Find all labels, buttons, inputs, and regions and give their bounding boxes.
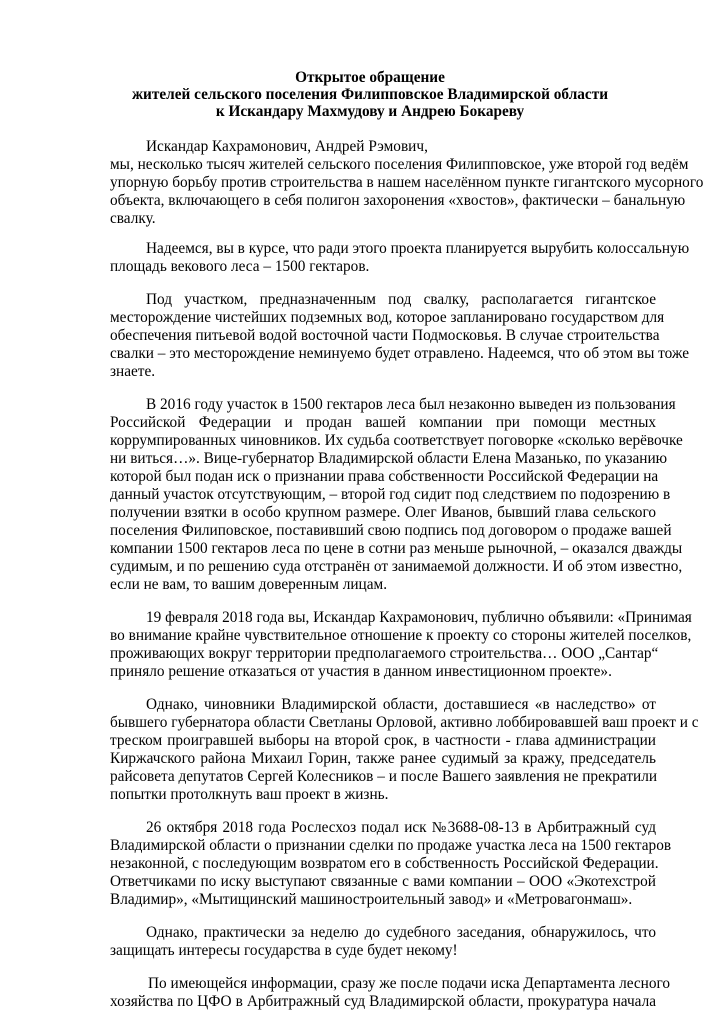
text-line: Владимирской области о признании сделки по продаже участка леса на 1500 гектаров — [110, 837, 672, 854]
paragraph — [110, 156, 704, 228]
text-line: Киржачского района Михаил Горин, также ранее судимый за кражу, председатель — [110, 750, 656, 767]
text-line: проживающих вокруг территории предполагаемого строительства… ООО „Сантар“ — [110, 645, 659, 662]
text-line: 19 февраля 2018 года вы, Искандар Кахрамонович, публично объявили: «Принимая — [146, 609, 692, 626]
text-line: площадь векового леса – 1500 гектаров. — [110, 258, 370, 275]
text-line: знаете. — [110, 363, 156, 380]
text-line: данный участок отсутствующим, – второй год сидит под следствием по подозрению в — [110, 486, 671, 503]
paragraph — [110, 819, 672, 909]
text-line: Под участком, предназначенным под свалку, располагается гигантское — [146, 291, 656, 308]
paragraph — [110, 291, 690, 381]
text-line: если не вам, то вашим доверенным лицам. — [110, 576, 388, 593]
title-line-3: к Искандару Махмудову и Андрею Бокареву — [215, 103, 525, 120]
text-line: В 2016 году участок в 1500 гектаров леса был незаконно выведен из пользования — [146, 396, 676, 413]
text-line: ни виться…». Вице-губернатор Владимирской области Елена Мазанько, по указанию — [110, 450, 668, 467]
text-line: хозяйства по ЦФО в Арбитражный суд Владимирской области, прокуратура начала — [110, 993, 656, 1010]
paragraph — [110, 138, 656, 156]
title-line-2: жителей сельского поселения Филипповское Владимирской области — [131, 86, 609, 103]
title-line-1: Открытое обращение — [295, 69, 445, 86]
text-line: Российской Федерации и продан вашей компании при помощи местных — [110, 414, 656, 431]
text-line: коррумпированных чиновников. Их судьба соответствует поговорке «сколько верёвочке — [110, 432, 683, 449]
text-line: По имеющейся информации, сразу же после подачи иска Департамента лесного — [148, 975, 671, 992]
text-line: Ответчиками по иску выступают связанные с вами компании – ООО «Экотехстрой — [110, 873, 656, 890]
paragraph — [110, 240, 690, 276]
paragraph — [110, 609, 692, 681]
text-line: Однако, чиновники Владимирской области, доставшиеся «в наследство» от — [146, 696, 656, 713]
text-line: Искандар Кахрамонович, Андрей Рэмович, — [146, 138, 428, 155]
text-line: попытки протолкнуть ваш проект в жизнь. — [110, 786, 389, 803]
paragraph — [110, 975, 671, 1011]
text-line: незаконной, с последующим возвратом его в собственность Российской Федерации. — [110, 855, 659, 872]
text-line: свалки – это месторождение неминуемо будет отравлено. Надеемся, что об этом вы тоже — [110, 345, 690, 362]
text-line: месторождение чистейших подземных вод, которое запланировано государством для — [110, 309, 665, 326]
text-line: треском проигравшей выборы на второй срок, в частности - глава администрации — [110, 732, 656, 749]
text-line: упорную борьбу против строительства в нашем населённом пункте гигантского мусорного — [110, 174, 704, 191]
text-line: защищать интересы государства в суде будет некому! — [110, 942, 458, 959]
text-line: обеспечения питьевой водой восточной части Подмосковья. В случае строительства — [110, 327, 660, 344]
text-line: райсовета депутатов Сергей Колесников – и после Вашего заявления не прекратили — [110, 768, 658, 785]
text-line: поселения Филиповское, поставивший свою подпись под договором о продаже вашей — [110, 522, 672, 539]
text-line: свалку. — [110, 210, 156, 227]
text-line: Владимир», «Мытищинский машиностроительный завод» и «Метровагонмаш». — [110, 891, 633, 908]
paragraph — [110, 696, 699, 804]
document-title — [110, 69, 630, 120]
text-line: 26 октября 2018 года Рослесхоз подал иск №3688-08-13 в Арбитражный суд — [146, 819, 656, 836]
paragraph — [110, 924, 656, 960]
letter-body — [110, 138, 704, 1011]
text-line: объекта, включающего в себя полигон захоронения «хвостов», фактически – банальную — [110, 192, 686, 209]
text-line: получении взятки в особо крупном размере. Олег Иванов, бывший глава сельского — [110, 504, 656, 521]
text-line: которой был подан иск о признании права собственности Российской Федерации на — [110, 468, 659, 485]
text-line: мы, несколько тысяч жителей сельского поселения Филипповское, уже второй год ведём — [110, 156, 689, 173]
paragraph — [110, 396, 683, 594]
text-line: компании 1500 гектаров леса по цене в сотни раз меньше рыночной, – оказался дважды — [110, 540, 683, 557]
text-line: Надеемся, вы в курсе, что ради этого проекта планируется вырубить колоссальную — [146, 240, 690, 257]
text-line: судимым, и по решению суда отстранён от занимаемой должности. И об этом известно, — [110, 558, 683, 575]
text-line: Однако, практически за неделю до судебного заседания, обнаружилось, что — [146, 924, 656, 941]
text-line: во внимание крайне чувствительное отношение к проекту со стороны жителей поселков, — [110, 627, 692, 644]
text-line: приняло решение отказаться от участия в данном инвестиционном проекте». — [110, 663, 612, 680]
text-line: бывшего губернатора области Светланы Орловой, активно лоббировавшей ваш проект и с — [110, 714, 699, 731]
